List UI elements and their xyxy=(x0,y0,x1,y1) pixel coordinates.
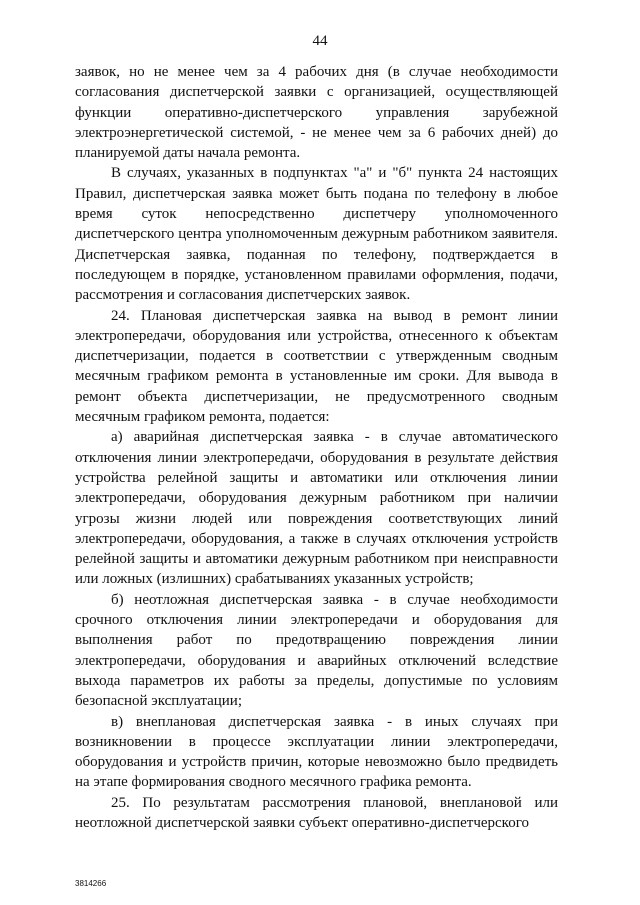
paragraph-clause-25: 25. По результатам рассмотрения плановой, внеплановой или неотложной диспетчерской заявки субъект оперативно-диспетчерского xyxy=(75,794,558,831)
paragraph-subclause-a: а) аварийная диспетчерская заявка - в случае автоматического отключения линии электропередачи, оборудования в результате действия устройства релейной защиты и автоматики или отключения линии электропередачи, оборудования дежурным работником при наличии угрозы жизни людей или повреждения соответствующих линий электропередачи, оборудования, а также в случаях отключения устройств релейной защиты и автоматики дежурным работником при неисправности или ложных (излишних) срабатываниях указанных устройств; xyxy=(75,429,558,588)
paragraph-clause-24: 24. Плановая диспетчерская заявка на вывод в ремонт линии электропередачи, оборудования или устройства, отнесенного к объектам диспетчеризации, подается в соответствии с утвержденным сводным месячным графиком ремонта в установленные им сроки. Для вывода в ремонт объекта диспетчеризации, не предусмотренного сводным месячным графиком ремонта, подается: xyxy=(75,307,558,426)
paragraph-telephone-request: В случаях, указанных в подпунктах "а" и "б" пункта 24 настоящих Правил, диспетчерская заявка может быть подана по телефону в любое время суток непосредственно диспетчеру уполномоченного диспетчерского центра уполномоченным дежурным работником заявителя. Диспетчерская заявка, поданная по телефону, подтверждается в последующем в порядке, установленном правилами оформления, подачи, рассмотрения и согласования диспетчерских заявок. xyxy=(75,165,558,304)
document-body xyxy=(75,62,558,833)
page-number: 44 xyxy=(312,33,328,49)
document-code: 3814266 xyxy=(75,879,107,888)
paragraph-subclause-v: в) внеплановая диспетчерская заявка - в иных случаях при возникновении в процессе эксплуатации линии электропередачи, оборудования и устройств причин, которые невозможно было предвидеть на этапе формирования сводного месячного графика ремонта. xyxy=(75,713,558,791)
paragraph-continuation: заявок, но не менее чем за 4 рабочих дня (в случае необходимости согласования диспетчерской заявки с организацией, осуществляющей функции оперативно-диспетчерского управления зарубежной электроэнергетической системой, - не менее чем за 6 рабочих дней) до планируемой даты начала ремонта. xyxy=(75,64,558,162)
paragraph-subclause-b: б) неотложная диспетчерская заявка - в случае необходимости срочного отключения линии электропередачи и оборудования для выполнения работ по предотвращению повреждения линии электропередачи, оборудования и аварийных отключений вследствие выхода параметров их работы за пределы, допустимые по условиям безопасной эксплуатации; xyxy=(75,591,558,710)
